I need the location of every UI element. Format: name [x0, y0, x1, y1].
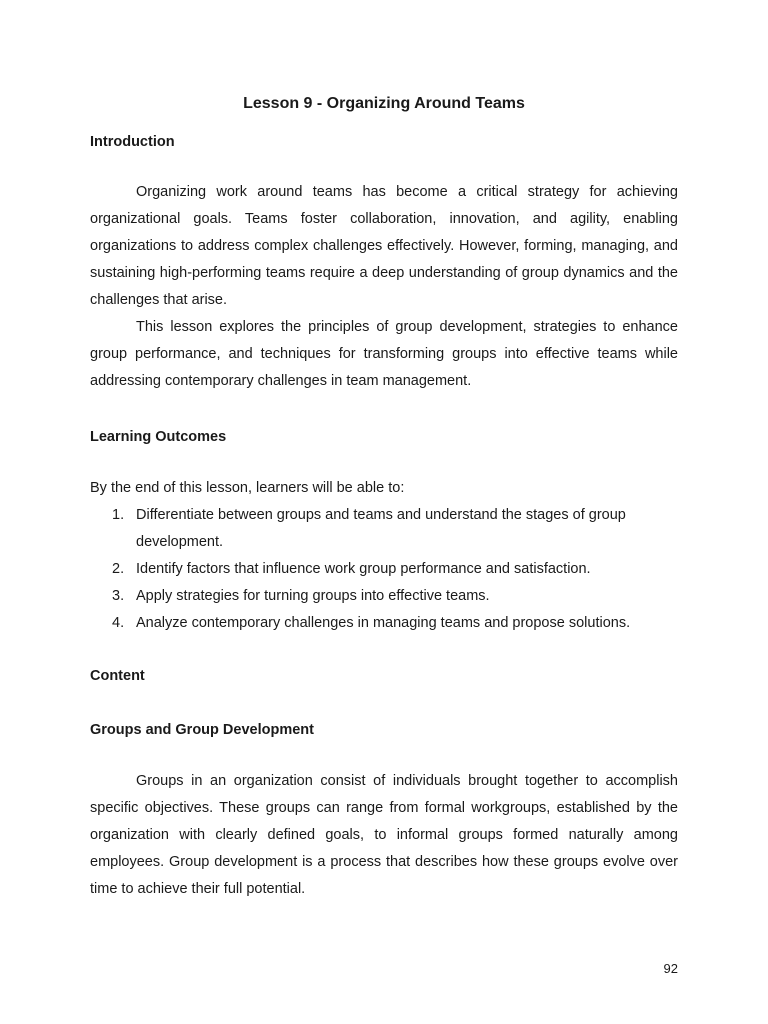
list-item-text: Identify factors that influence work group performance and satisfaction.	[136, 561, 591, 577]
list-item-text: Differentiate between groups and teams and understand the stages of group development.	[136, 507, 626, 550]
learning-outcomes-heading: Learning Outcomes	[90, 429, 227, 445]
groups-development-heading: Groups and Group Development	[90, 722, 314, 738]
list-item-text: Analyze contemporary challenges in managing teams and propose solutions.	[136, 615, 631, 631]
list-item	[90, 556, 678, 583]
list-item-number: 3.	[112, 588, 125, 604]
groups-development-paragraph: Groups in an organization consist of individuals brought together to accomplish specific objectives. These groups can range from formal workgroups, established by the organization with clearly defined goals, to informal groups formed naturally among employees. Group development is a process that describes how these groups evolve over time to achieve their full potential.	[90, 773, 678, 897]
introduction-heading: Introduction	[90, 134, 175, 150]
introduction-paragraph-2: This lesson explores the principles of group development, strategies to enhance group performance, and techniques for transforming groups into effective teams while addressing contemporary challenges in team management.	[90, 319, 678, 389]
introduction-paragraph-1: Organizing work around teams has become a critical strategy for achieving organizational goals. Teams foster collaboration, innovation, and agility, enabling organizations to address complex challenges effectively. However, forming, managing, and sustaining high-performing teams require a deep understanding of group dynamics and the challenges that arise.	[90, 184, 678, 308]
list-item	[90, 583, 678, 610]
list-item	[90, 610, 678, 637]
page-number: 92	[663, 961, 678, 976]
learning-outcomes-lead: By the end of this lesson, learners will be able to:	[90, 480, 405, 496]
lesson-title: Lesson 9 - Organizing Around Teams	[243, 95, 525, 112]
content-heading: Content	[90, 668, 145, 684]
list-item	[90, 502, 678, 556]
learning-outcomes-list	[90, 502, 678, 637]
list-item-number: 2.	[112, 561, 125, 577]
list-item-number: 4.	[112, 615, 125, 631]
list-item-number: 1.	[112, 507, 125, 523]
list-item-text: Apply strategies for turning groups into effective teams.	[136, 588, 490, 604]
